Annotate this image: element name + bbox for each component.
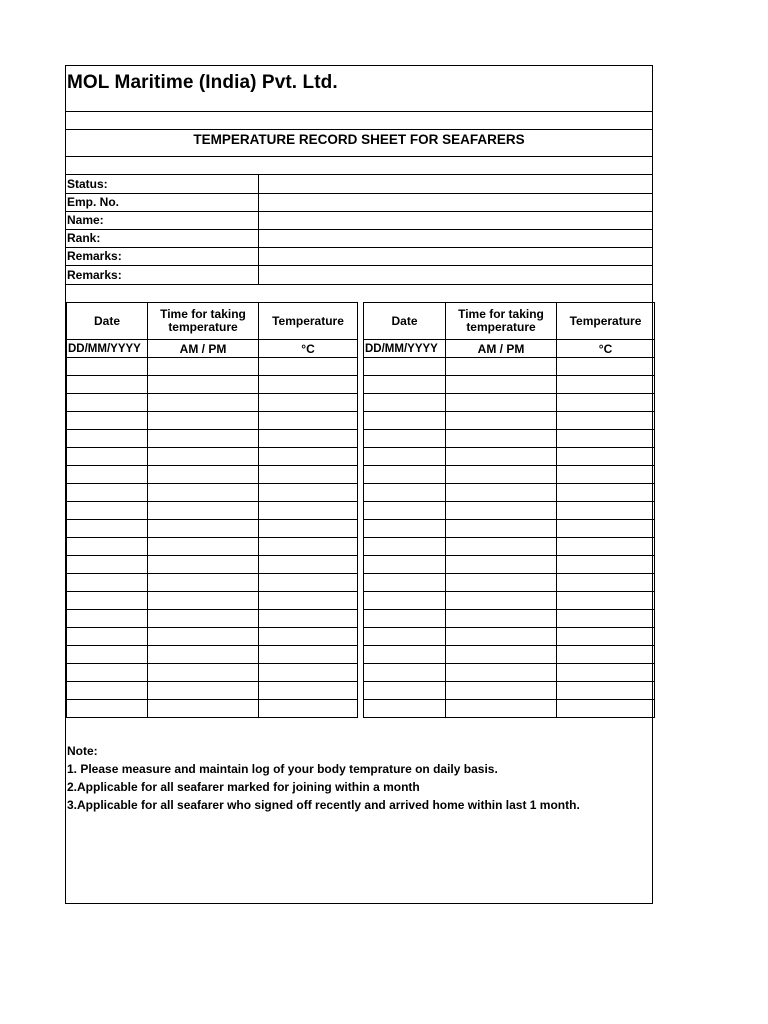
- col-header-date: Date: [67, 303, 148, 340]
- log-entry-row: [67, 556, 358, 574]
- log-entry-row: [67, 520, 358, 538]
- unit-time-format: AM / PM: [446, 340, 557, 358]
- divider: [66, 265, 652, 266]
- temperature-cell[interactable]: [557, 466, 655, 484]
- divider: [66, 247, 652, 248]
- divider: [66, 229, 652, 230]
- time-cell[interactable]: [446, 412, 557, 430]
- temperature-cell[interactable]: [259, 538, 358, 556]
- company-name: MOL Maritime (India) Pvt. Ltd.: [67, 72, 338, 93]
- temperature-cell[interactable]: [557, 664, 655, 682]
- log-entry-row: [67, 610, 358, 628]
- time-cell[interactable]: [446, 646, 557, 664]
- time-cell[interactable]: [148, 592, 259, 610]
- divider: [66, 129, 652, 130]
- temperature-cell[interactable]: [259, 430, 358, 448]
- divider: [66, 193, 652, 194]
- log-entry-row: [364, 574, 655, 592]
- date-cell[interactable]: [67, 556, 148, 574]
- time-cell[interactable]: [148, 430, 259, 448]
- date-cell[interactable]: [364, 466, 446, 484]
- info-label-emp-no: Emp. No.: [67, 195, 120, 209]
- divider: [66, 174, 652, 175]
- time-cell[interactable]: [446, 664, 557, 682]
- date-cell[interactable]: [364, 682, 446, 700]
- temperature-cell[interactable]: [259, 574, 358, 592]
- log-entry-row: [67, 412, 358, 430]
- date-cell[interactable]: [67, 394, 148, 412]
- log-entry-row: [364, 682, 655, 700]
- log-entry-row: [364, 466, 655, 484]
- time-cell[interactable]: [446, 376, 557, 394]
- time-cell[interactable]: [446, 610, 557, 628]
- time-cell[interactable]: [446, 628, 557, 646]
- date-cell[interactable]: [67, 358, 148, 376]
- time-cell[interactable]: [446, 682, 557, 700]
- temperature-cell[interactable]: [557, 682, 655, 700]
- col-header-temperature: Temperature: [259, 303, 358, 340]
- date-cell[interactable]: [364, 592, 446, 610]
- unit-time-format: AM / PM: [148, 340, 259, 358]
- col-header-temperature: Temperature: [557, 303, 655, 340]
- temperature-cell[interactable]: [557, 628, 655, 646]
- date-cell[interactable]: [364, 502, 446, 520]
- date-cell[interactable]: [364, 628, 446, 646]
- date-cell[interactable]: [67, 502, 148, 520]
- info-label-rank: Rank:: [67, 231, 101, 245]
- date-cell[interactable]: [364, 430, 446, 448]
- temperature-cell[interactable]: [557, 502, 655, 520]
- date-cell[interactable]: [364, 556, 446, 574]
- temperature-cell[interactable]: [259, 412, 358, 430]
- time-cell[interactable]: [148, 484, 259, 502]
- temperature-cell[interactable]: [557, 700, 655, 718]
- temperature-cell[interactable]: [259, 502, 358, 520]
- date-cell[interactable]: [364, 664, 446, 682]
- date-cell[interactable]: [364, 574, 446, 592]
- time-cell[interactable]: [446, 592, 557, 610]
- temperature-cell[interactable]: [259, 610, 358, 628]
- date-cell[interactable]: [364, 700, 446, 718]
- log-entry-row: [67, 682, 358, 700]
- time-cell[interactable]: [148, 466, 259, 484]
- time-cell[interactable]: [148, 412, 259, 430]
- date-cell[interactable]: [67, 574, 148, 592]
- log-entry-row: [364, 358, 655, 376]
- time-cell[interactable]: [148, 502, 259, 520]
- date-cell[interactable]: [364, 412, 446, 430]
- log-entry-row: [364, 646, 655, 664]
- log-entry-row: [67, 574, 358, 592]
- log-entry-row: [67, 502, 358, 520]
- time-cell[interactable]: [148, 556, 259, 574]
- unit-temperature: °C: [557, 340, 655, 358]
- date-cell[interactable]: [364, 394, 446, 412]
- date-cell[interactable]: [67, 664, 148, 682]
- temperature-cell[interactable]: [259, 466, 358, 484]
- temperature-log-left: [66, 302, 358, 718]
- date-cell[interactable]: [67, 628, 148, 646]
- log-entry-row: [67, 358, 358, 376]
- log-entry-row: [67, 484, 358, 502]
- temperature-cell[interactable]: [259, 592, 358, 610]
- col-header-time: Time for taking temperature: [446, 303, 557, 340]
- temperature-cell[interactable]: [259, 448, 358, 466]
- time-cell[interactable]: [446, 520, 557, 538]
- temperature-cell[interactable]: [557, 376, 655, 394]
- time-cell[interactable]: [148, 610, 259, 628]
- temperature-cell[interactable]: [259, 394, 358, 412]
- log-entry-row: [364, 484, 655, 502]
- time-cell[interactable]: [446, 394, 557, 412]
- log-entry-row: [364, 502, 655, 520]
- log-entry-row: [67, 664, 358, 682]
- log-entry-row: [364, 412, 655, 430]
- divider: [66, 111, 652, 112]
- unit-date-format: DD/MM/YYYY: [67, 340, 148, 358]
- temperature-cell[interactable]: [259, 700, 358, 718]
- date-cell[interactable]: [67, 412, 148, 430]
- divider: [66, 156, 652, 157]
- date-cell[interactable]: [364, 520, 446, 538]
- time-cell[interactable]: [148, 358, 259, 376]
- note-item: 2.Applicable for all seafarer marked for joining within a month: [67, 780, 420, 794]
- temperature-cell[interactable]: [259, 376, 358, 394]
- date-cell[interactable]: [67, 376, 148, 394]
- log-entry-row: [67, 628, 358, 646]
- date-cell[interactable]: [67, 448, 148, 466]
- log-entry-row: [364, 556, 655, 574]
- temperature-cell[interactable]: [557, 484, 655, 502]
- log-entry-row: [364, 592, 655, 610]
- log-entry-row: [364, 394, 655, 412]
- temperature-cell[interactable]: [557, 412, 655, 430]
- log-entry-row: [364, 430, 655, 448]
- time-cell[interactable]: [148, 700, 259, 718]
- info-label-name: Name:: [67, 213, 104, 227]
- date-cell[interactable]: [364, 376, 446, 394]
- time-cell[interactable]: [148, 664, 259, 682]
- temperature-cell[interactable]: [259, 520, 358, 538]
- time-cell[interactable]: [148, 394, 259, 412]
- info-label-remarks-2: Remarks:: [67, 268, 122, 282]
- time-cell[interactable]: [148, 448, 259, 466]
- time-cell[interactable]: [446, 700, 557, 718]
- note-item: 1. Please measure and maintain log of your body temprature on daily basis.: [67, 762, 498, 776]
- temperature-cell[interactable]: [557, 520, 655, 538]
- log-entry-row: [364, 610, 655, 628]
- info-value-divider: [258, 174, 259, 284]
- time-cell[interactable]: [148, 628, 259, 646]
- temperature-cell[interactable]: [259, 682, 358, 700]
- temperature-cell[interactable]: [259, 358, 358, 376]
- sheet-title: TEMPERATURE RECORD SHEET FOR SEAFARERS: [193, 132, 525, 147]
- date-cell[interactable]: [67, 484, 148, 502]
- temperature-cell[interactable]: [259, 628, 358, 646]
- temperature-cell[interactable]: [557, 448, 655, 466]
- log-entry-row: [364, 448, 655, 466]
- temperature-cell[interactable]: [557, 610, 655, 628]
- log-entry-row: [364, 538, 655, 556]
- log-entry-row: [364, 664, 655, 682]
- temperature-cell[interactable]: [259, 646, 358, 664]
- divider: [66, 211, 652, 212]
- time-cell[interactable]: [446, 358, 557, 376]
- info-label-status: Status:: [67, 177, 108, 191]
- date-cell[interactable]: [67, 520, 148, 538]
- notes-section: [67, 742, 580, 814]
- log-entry-row: [67, 538, 358, 556]
- log-entry-row: [364, 376, 655, 394]
- col-header-time: Time for taking temperature: [148, 303, 259, 340]
- log-entry-row: [364, 628, 655, 646]
- date-cell[interactable]: [364, 538, 446, 556]
- time-cell[interactable]: [446, 574, 557, 592]
- date-cell[interactable]: [364, 358, 446, 376]
- log-entry-row: [67, 448, 358, 466]
- date-cell[interactable]: [67, 430, 148, 448]
- temperature-cell[interactable]: [557, 538, 655, 556]
- time-cell[interactable]: [446, 538, 557, 556]
- date-cell[interactable]: [364, 610, 446, 628]
- col-header-date: Date: [364, 303, 446, 340]
- temperature-cell[interactable]: [259, 664, 358, 682]
- time-cell[interactable]: [148, 520, 259, 538]
- note-item: 3.Applicable for all seafarer who signed off recently and arrived home within last 1 month.: [67, 798, 580, 812]
- time-cell[interactable]: [148, 376, 259, 394]
- date-cell[interactable]: [364, 646, 446, 664]
- time-cell[interactable]: [446, 448, 557, 466]
- date-cell[interactable]: [67, 682, 148, 700]
- time-cell[interactable]: [446, 484, 557, 502]
- temperature-cell[interactable]: [557, 574, 655, 592]
- time-cell[interactable]: [148, 682, 259, 700]
- log-entry-row: [67, 466, 358, 484]
- temperature-cell[interactable]: [557, 592, 655, 610]
- date-cell[interactable]: [67, 700, 148, 718]
- temperature-cell[interactable]: [557, 646, 655, 664]
- time-cell[interactable]: [148, 574, 259, 592]
- record-sheet: [65, 65, 653, 904]
- date-cell[interactable]: [67, 592, 148, 610]
- time-cell[interactable]: [446, 556, 557, 574]
- temperature-cell[interactable]: [259, 556, 358, 574]
- unit-date-format: DD/MM/YYYY: [364, 340, 446, 358]
- log-entry-row: [67, 646, 358, 664]
- time-cell[interactable]: [148, 538, 259, 556]
- date-cell[interactable]: [67, 466, 148, 484]
- temperature-cell[interactable]: [557, 430, 655, 448]
- time-cell[interactable]: [148, 646, 259, 664]
- time-cell[interactable]: [446, 430, 557, 448]
- divider: [66, 284, 652, 285]
- temperature-cell[interactable]: [557, 556, 655, 574]
- log-entry-row: [67, 430, 358, 448]
- log-entry-row: [67, 592, 358, 610]
- date-cell[interactable]: [67, 538, 148, 556]
- date-cell[interactable]: [67, 646, 148, 664]
- date-cell[interactable]: [364, 448, 446, 466]
- temperature-cell[interactable]: [259, 484, 358, 502]
- log-entry-row: [364, 520, 655, 538]
- time-cell[interactable]: [446, 466, 557, 484]
- temperature-cell[interactable]: [557, 394, 655, 412]
- temperature-cell[interactable]: [557, 358, 655, 376]
- log-entry-row: [67, 376, 358, 394]
- date-cell[interactable]: [364, 484, 446, 502]
- temperature-log-right: [363, 302, 655, 718]
- notes-heading: Note:: [67, 744, 98, 758]
- date-cell[interactable]: [67, 610, 148, 628]
- unit-temperature: °C: [259, 340, 358, 358]
- time-cell[interactable]: [446, 502, 557, 520]
- info-label-remarks-1: Remarks:: [67, 249, 122, 263]
- log-entry-row: [67, 700, 358, 718]
- log-entry-row: [67, 394, 358, 412]
- log-entry-row: [364, 700, 655, 718]
